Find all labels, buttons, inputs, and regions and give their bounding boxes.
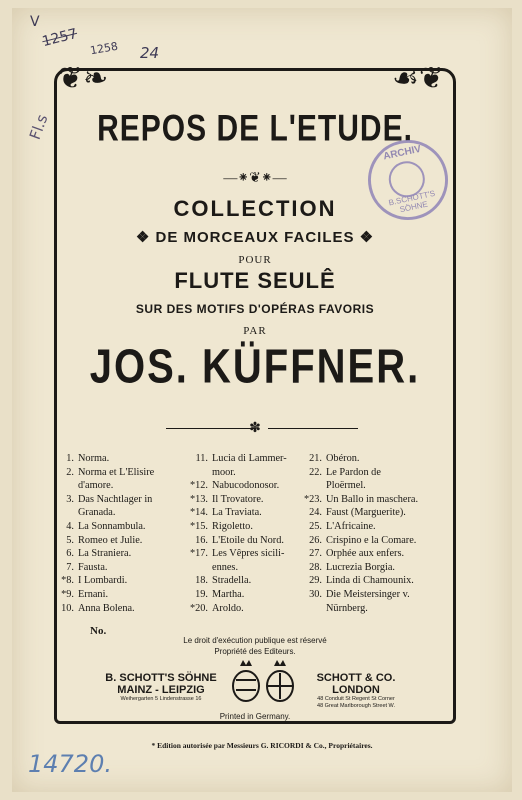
works-column-2 [186,452,287,615]
work-list-item [186,574,287,588]
publisher-left [96,672,226,703]
work-number: 30. [309,588,322,600]
stamp-top-text: ARCHIV [382,143,423,163]
work-number: 6. [66,548,74,560]
work-title: Martha. [212,588,245,600]
property-notice: Propriété des Editeurs. [214,647,296,656]
work-title: Crispino e la Comare. [326,534,417,546]
printed-in-germany: Printed in Germany. [219,712,291,721]
work-number: *13. [189,493,208,505]
work-title: Faust (Marguerite). [326,507,406,519]
publisher-right [296,672,416,710]
work-title: Aroldo. [212,602,244,614]
work-title: Romeo et Julie. [78,534,143,546]
ornament-divider-icon: —⁕❦⁕— [223,171,287,186]
number-label: No. [90,625,107,637]
work-number: 4. [66,520,74,532]
work-list-item [186,588,287,602]
work-list-item [52,602,154,616]
work-title: Fausta. [78,561,108,573]
divider-line-right [268,428,358,429]
edition-footnote: * Edition autorisée par Messieurs G. RICORDI & Co., Propriétaires. [151,741,373,750]
work-list-item [300,534,418,548]
work-list-item [300,574,418,588]
work-title: La Traviata. [212,507,262,519]
work-number: 5. [66,534,74,546]
work-number: *20. [189,602,208,614]
work-list-item [186,534,287,548]
work-title: Norma et L'Elisire [78,466,155,478]
work-list-item [52,574,154,588]
work-list-item [300,506,418,520]
work-title: Die Meistersinger v. [326,588,410,600]
work-list-item [300,452,418,466]
work-list-item [186,547,287,561]
collection-subtitle [54,228,456,246]
work-number [186,466,208,480]
work-list-item [186,561,287,575]
work-number [52,506,74,520]
handwritten-side-mark: Fl.s [25,111,52,143]
work-number [186,561,208,575]
work-number [52,479,74,493]
work-title: Il Trovatore. [212,493,264,505]
work-number: 28. [309,561,322,573]
work-list-item [52,493,154,507]
work-list-item [52,534,154,548]
work-title: Orphée aux enfers. [326,548,405,560]
work-title: Un Ballo in maschera. [326,493,419,505]
work-list-item [186,493,287,507]
work-list-item [52,479,154,493]
works-column-3 [300,452,418,615]
work-number: 1. [66,453,74,464]
publisher-left-address: Weihergarten 5 Lindenstrasse 16 [120,696,202,702]
work-list-item [300,561,418,575]
work-list-item [300,588,418,602]
work-list-item [52,466,154,480]
motifs-line: SUR DES MOTIFS D'OPÉRAS FAVORIS [135,302,375,316]
work-title: moor. [212,466,236,478]
work-number: 11. [195,453,208,464]
work-list-item [300,520,418,534]
handwritten-number-2: 1258 [89,39,119,58]
stamp-bottom-text: B.SCHOTT'S SÖHNE [387,188,436,215]
work-title: Nürnberg. [326,602,368,614]
work-number: *14. [189,507,208,519]
handwritten-v-mark: V [30,14,40,30]
pour-label: POUR [238,254,272,266]
ornament-divider-2-icon: ✽ [249,421,261,436]
publisher-right-name: SCHOTT & CO. [316,672,396,684]
work-title: L'Etoile du Nord. [212,534,284,546]
flourish-left-icon: ❦❧ [58,62,109,95]
page-title: REPOS DE L'ETUDE. [97,107,413,149]
work-title: La Straniera. [78,548,132,560]
work-title: Linda di Chamounix. [326,575,414,587]
rights-notice: Le droit d'exécution publique est réservé [183,636,327,645]
work-title: Rigoletto. [212,520,253,532]
work-list-item [300,602,418,616]
work-title: Les Vêpres sicili- [212,548,285,560]
work-title: Lucia di Lammer- [212,453,287,464]
leaf-right-icon: ❖ [354,229,375,246]
work-title: Ernani. [78,588,109,600]
handwritten-inventory-number: 14720. [28,750,112,778]
work-title: Nabucodonosor. [212,480,280,492]
work-title: Lucrezia Borgia. [326,561,395,573]
coat-of-arms-icon [228,656,298,708]
subtitle-text: DE MORCEAUX FACILES [155,229,355,246]
work-title: La Sonnambula. [78,520,146,532]
work-number: 24. [309,507,322,519]
work-number: 2. [66,466,74,478]
handwritten-page-number: 24 [140,44,160,62]
work-number: *9. [61,588,74,600]
publisher-right-address-1: 48 Conduit St Regent St Corner [317,696,395,702]
work-number: 16. [195,534,208,546]
work-number: 3. [66,493,74,505]
work-list-item [52,561,154,575]
work-number: 29. [309,575,322,587]
work-title: Obéron. [326,453,360,464]
work-title: L'Africaine. [326,520,376,532]
work-title: Le Pardon de [326,466,381,478]
work-list-item [186,466,287,480]
leaf-left-icon: ❖ [135,229,156,246]
work-list-item [186,506,287,520]
work-number: 10. [61,602,74,614]
publisher-right-city: LONDON [332,684,380,696]
work-title: Norma. [78,453,110,464]
work-title: d'amore. [78,480,114,492]
work-title: Granada. [78,507,116,519]
work-list-item [300,547,418,561]
work-list-item [300,479,418,493]
work-list-item [52,588,154,602]
work-number: 27. [309,548,322,560]
publisher-left-city: MAINZ - LEIPZIG [117,684,205,696]
work-title: Anna Bolena. [78,602,135,614]
work-number: *8. [61,575,74,587]
work-number [300,602,322,616]
work-title: ennes. [212,561,239,573]
work-title: I Lombardi. [78,575,128,587]
handwritten-number-1: 1257 [40,25,80,51]
work-number: 22. [309,466,322,478]
work-list-item [186,520,287,534]
work-number: *15. [189,520,208,532]
work-list-item [52,547,154,561]
composer-name: JOS. KÜFFNER. [89,340,421,394]
work-title: Stradella. [212,575,252,587]
work-list-item [186,602,287,616]
work-title: Das Nachtlager in [78,493,153,505]
work-list-item [52,506,154,520]
work-list-item [52,452,154,466]
work-list-item [186,452,287,466]
par-label: PAR [243,325,267,337]
flourish-right-icon: ☙❦ [392,62,445,95]
instrument-heading: FLUTE SEULÊ [174,268,336,293]
publisher-left-name: B. SCHOTT'S SÖHNE [105,672,217,684]
work-number [300,479,322,493]
work-list-item [52,520,154,534]
work-number: 26. [309,534,322,546]
publisher-right-address-2: 48 Great Marlborough Street W. [317,703,395,709]
work-number: 25. [309,520,322,532]
work-number: 21. [309,453,322,464]
work-list-item [300,466,418,480]
work-number: 18. [195,575,208,587]
work-list-item [300,493,418,507]
work-list-item [186,479,287,493]
work-title: Ploërmel. [326,480,366,492]
work-number: 7. [66,561,74,573]
work-number: *12. [189,480,208,492]
work-number: *23. [303,493,322,505]
works-column-1 [52,452,154,615]
work-number: 19. [195,588,208,600]
work-number: *17. [189,548,208,560]
collection-heading: COLLECTION [173,196,337,221]
